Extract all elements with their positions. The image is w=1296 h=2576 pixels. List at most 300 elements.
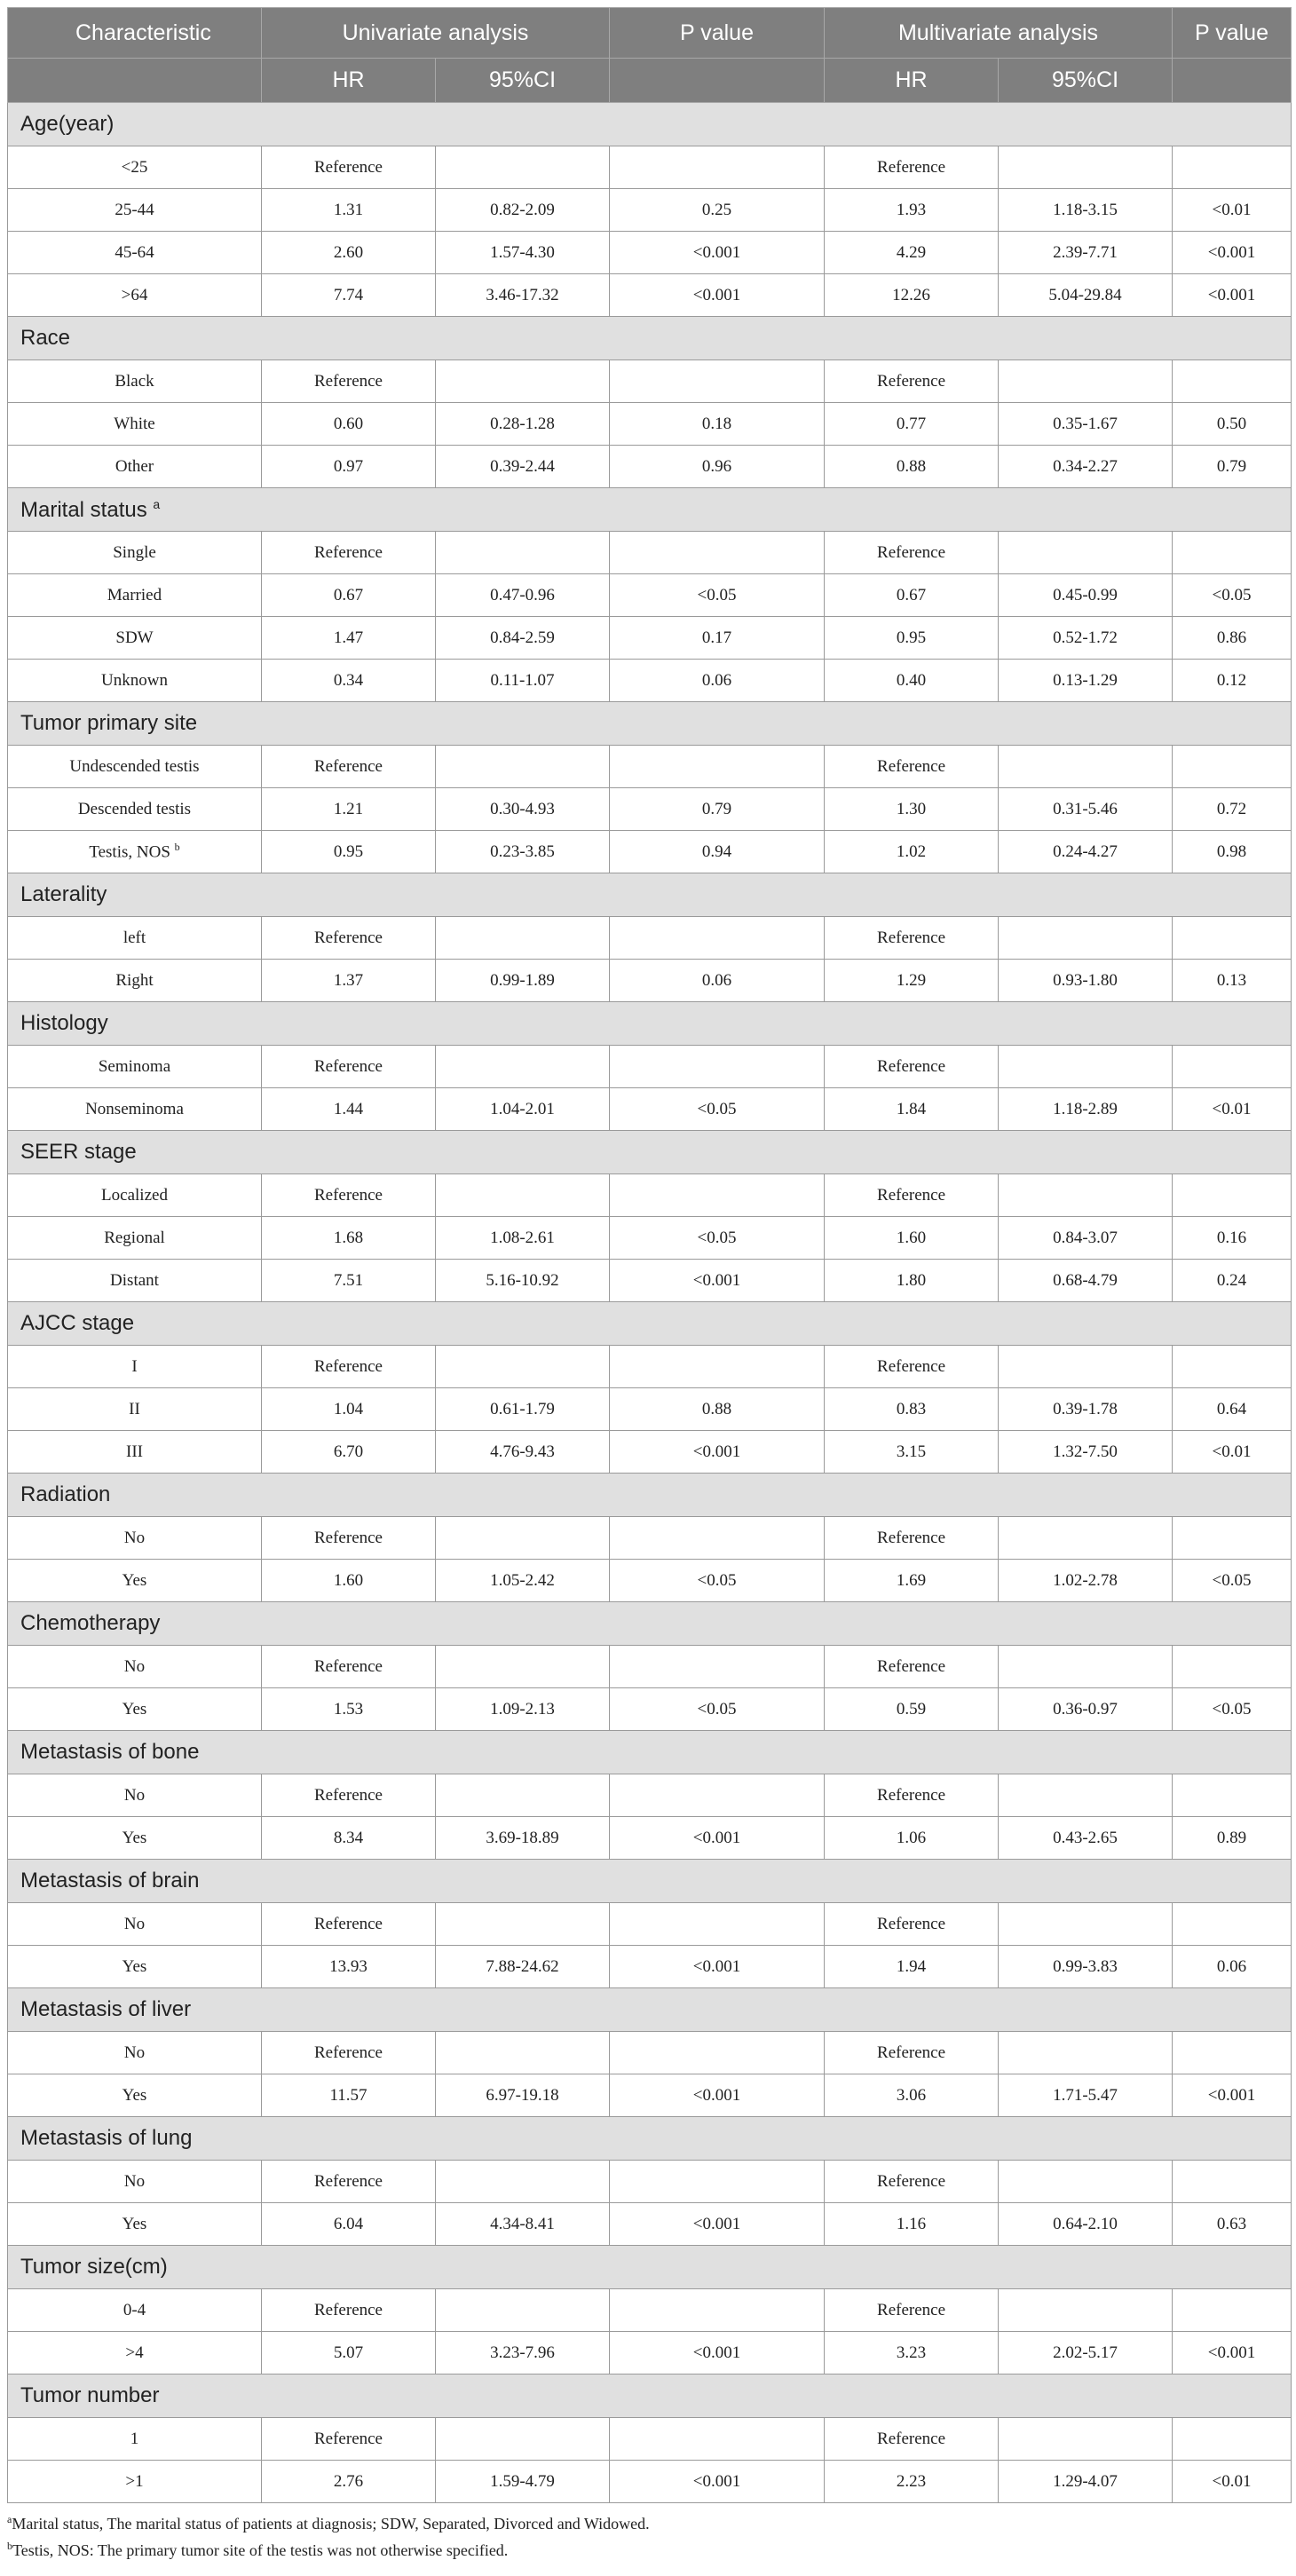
- hr-cell: Reference: [262, 917, 436, 960]
- row-label: Unknown: [101, 670, 168, 690]
- p-value-cell-multivariate: <0.01: [1173, 189, 1292, 232]
- ci-cell: 0.28-1.28: [436, 403, 610, 446]
- p-value-cell-multivariate: <0.001: [1173, 2074, 1292, 2117]
- row-label: Yes: [122, 1956, 147, 1976]
- table-row: [8, 232, 1292, 274]
- hr-cell: Reference: [262, 146, 436, 189]
- section-title-text: Metastasis of lung: [20, 2126, 193, 2150]
- footnote-b: [7, 2535, 1291, 2562]
- section-title: [8, 488, 1292, 532]
- section-title-text: Metastasis of brain: [20, 1869, 200, 1892]
- ci-header: 95%CI: [436, 59, 610, 103]
- p-value-cell: <0.05: [610, 1088, 825, 1131]
- ci-cell: 1.05-2.42: [436, 1560, 610, 1602]
- hr-cell: Reference: [262, 1517, 436, 1560]
- hr-cell-multivariate: 3.23: [825, 2332, 999, 2375]
- ci-header-multivariate: 95%CI: [999, 59, 1173, 103]
- section-header-row: [8, 1131, 1292, 1174]
- section-title: [8, 873, 1292, 917]
- section-title: [8, 702, 1292, 746]
- p-value-cell: <0.001: [610, 1431, 825, 1474]
- characteristic-cell: [8, 1217, 262, 1260]
- table-row: [8, 1431, 1292, 1474]
- hr-cell-multivariate: 1.06: [825, 1817, 999, 1860]
- footnotes: [7, 2509, 1291, 2562]
- table-row: [8, 274, 1292, 317]
- row-label: No: [123, 1656, 146, 1676]
- p-value-cell: <0.05: [610, 1217, 825, 1260]
- p-value-cell: [610, 360, 825, 403]
- hr-cell-multivariate: 3.06: [825, 2074, 999, 2117]
- p-value-cell: [610, 917, 825, 960]
- p-value-cell-multivariate: <0.01: [1173, 1431, 1292, 1474]
- table-row: [8, 1688, 1292, 1731]
- ci-cell: [436, 917, 610, 960]
- ci-cell-multivariate: 0.93-1.80: [999, 960, 1173, 1002]
- p-value-cell: <0.05: [610, 1560, 825, 1602]
- hr-cell: 1.60: [262, 1560, 436, 1602]
- ci-cell: [436, 1346, 610, 1388]
- footnote-mark: b: [7, 2540, 12, 2552]
- ci-cell-multivariate: [999, 146, 1173, 189]
- hr-cell-multivariate: Reference: [825, 532, 999, 574]
- section-header-row: [8, 702, 1292, 746]
- hr-header-multivariate: HR: [825, 59, 999, 103]
- ci-cell: [436, 2289, 610, 2332]
- table-row: [8, 1260, 1292, 1302]
- hr-cell-multivariate: Reference: [825, 1774, 999, 1817]
- table-row: [8, 403, 1292, 446]
- table-row: [8, 960, 1292, 1002]
- hr-cell: Reference: [262, 2161, 436, 2203]
- table-row: [8, 189, 1292, 232]
- footnote-text: Testis, NOS: The primary tumor site of the testis was not otherwise specified.: [12, 2541, 509, 2559]
- section-title: [8, 2375, 1292, 2418]
- hr-cell-multivariate: 0.95: [825, 617, 999, 660]
- ci-cell: 6.97-19.18: [436, 2074, 610, 2117]
- hr-cell: 1.04: [262, 1388, 436, 1431]
- ci-cell: [436, 2161, 610, 2203]
- hr-cell: Reference: [262, 2032, 436, 2074]
- ci-cell-multivariate: 0.45-0.99: [999, 574, 1173, 617]
- ci-cell: [436, 1646, 610, 1688]
- p-value-cell-multivariate: [1173, 1517, 1292, 1560]
- characteristic-cell: [8, 617, 262, 660]
- section-title-text: SEER stage: [20, 1140, 137, 1164]
- ci-cell-multivariate: [999, 1646, 1173, 1688]
- section-title-text: Histology: [20, 1011, 108, 1035]
- p-value-cell-multivariate: 0.64: [1173, 1388, 1292, 1431]
- hr-cell-multivariate: 1.60: [825, 1217, 999, 1260]
- characteristic-cell: [8, 146, 262, 189]
- ci-cell-multivariate: 0.39-1.78: [999, 1388, 1173, 1431]
- characteristic-cell: [8, 232, 262, 274]
- p-value-cell-multivariate: 0.86: [1173, 617, 1292, 660]
- ci-cell: [436, 360, 610, 403]
- header-blank: [1173, 59, 1292, 103]
- ci-cell-multivariate: [999, 360, 1173, 403]
- ci-cell-multivariate: 0.31-5.46: [999, 788, 1173, 831]
- ci-cell-multivariate: [999, 2161, 1173, 2203]
- hr-cell-multivariate: 1.16: [825, 2203, 999, 2246]
- ci-cell-multivariate: 0.84-3.07: [999, 1217, 1173, 1260]
- ci-cell: 0.61-1.79: [436, 1388, 610, 1431]
- p-value-cell: [610, 2289, 825, 2332]
- table-row: [8, 2289, 1292, 2332]
- header-blank: [8, 59, 262, 103]
- characteristic-cell: [8, 1046, 262, 1088]
- characteristic-cell: [8, 746, 262, 788]
- section-title-text: Age(year): [20, 112, 115, 136]
- hr-cell-multivariate: 0.40: [825, 660, 999, 702]
- hr-cell-multivariate: Reference: [825, 1346, 999, 1388]
- hr-cell: 6.70: [262, 1431, 436, 1474]
- section-header-row: [8, 317, 1292, 360]
- table-row: [8, 831, 1292, 873]
- characteristic-cell: [8, 274, 262, 317]
- characteristic-cell: [8, 1174, 262, 1217]
- table-row: [8, 360, 1292, 403]
- table-row: [8, 2203, 1292, 2246]
- hr-cell: 1.47: [262, 617, 436, 660]
- table-row: [8, 617, 1292, 660]
- p-value-cell-multivariate: [1173, 1346, 1292, 1388]
- hr-cell-multivariate: Reference: [825, 746, 999, 788]
- hr-cell-multivariate: 12.26: [825, 274, 999, 317]
- row-label: 0-4: [122, 2300, 146, 2319]
- hr-cell-multivariate: 2.23: [825, 2461, 999, 2503]
- row-label: No: [123, 1528, 146, 1547]
- ci-cell: 0.30-4.93: [436, 788, 610, 831]
- hr-cell-multivariate: Reference: [825, 1646, 999, 1688]
- section-header-row: [8, 2246, 1292, 2289]
- ci-cell-multivariate: 1.71-5.47: [999, 2074, 1173, 2117]
- row-label: No: [123, 1914, 146, 1933]
- p-value-cell-multivariate: <0.001: [1173, 274, 1292, 317]
- hr-cell-multivariate: 0.83: [825, 1388, 999, 1431]
- ci-cell-multivariate: [999, 917, 1173, 960]
- ci-cell: 0.99-1.89: [436, 960, 610, 1002]
- section-header-row: [8, 488, 1292, 532]
- ci-cell-multivariate: [999, 746, 1173, 788]
- ci-cell-multivariate: 1.18-2.89: [999, 1088, 1173, 1131]
- characteristic-cell: [8, 2461, 262, 2503]
- hr-cell: 7.51: [262, 1260, 436, 1302]
- section-title: [8, 1131, 1292, 1174]
- ci-cell-multivariate: 0.99-3.83: [999, 1946, 1173, 1988]
- ci-cell-multivariate: 2.39-7.71: [999, 232, 1173, 274]
- section-header-row: [8, 1474, 1292, 1517]
- ci-cell: [436, 146, 610, 189]
- table-row: [8, 660, 1292, 702]
- table-row: [8, 2074, 1292, 2117]
- ci-cell-multivariate: 1.18-3.15: [999, 189, 1173, 232]
- ci-cell-multivariate: [999, 1774, 1173, 1817]
- hr-cell-multivariate: 1.02: [825, 831, 999, 873]
- ci-cell-multivariate: 0.68-4.79: [999, 1260, 1173, 1302]
- ci-cell-multivariate: 0.13-1.29: [999, 660, 1173, 702]
- row-label: White: [114, 414, 155, 433]
- characteristic-cell: [8, 1774, 262, 1817]
- row-label: Undescended testis: [69, 756, 200, 776]
- p-value-cell-multivariate: [1173, 2418, 1292, 2461]
- row-label: Descended testis: [77, 799, 192, 818]
- section-title-text: Chemotherapy: [20, 1611, 161, 1635]
- ci-cell-multivariate: 0.36-0.97: [999, 1688, 1173, 1731]
- p-value-cell: [610, 532, 825, 574]
- p-value-cell: 0.25: [610, 189, 825, 232]
- hr-cell-multivariate: Reference: [825, 360, 999, 403]
- ci-cell-multivariate: 1.02-2.78: [999, 1560, 1173, 1602]
- ci-cell-multivariate: 1.32-7.50: [999, 1431, 1173, 1474]
- ci-cell-multivariate: [999, 1903, 1173, 1946]
- row-label: Yes: [122, 2085, 147, 2105]
- characteristic-cell: [8, 1817, 262, 1860]
- ci-cell-multivariate: [999, 2418, 1173, 2461]
- ci-cell: 1.59-4.79: [436, 2461, 610, 2503]
- hr-cell: Reference: [262, 532, 436, 574]
- p-value-cell: <0.001: [610, 2074, 825, 2117]
- table-body: [8, 103, 1292, 2503]
- ci-cell: 0.11-1.07: [436, 660, 610, 702]
- section-header-row: [8, 2375, 1292, 2418]
- hr-cell: 0.60: [262, 403, 436, 446]
- hr-cell: 13.93: [262, 1946, 436, 1988]
- row-label: left: [122, 928, 146, 947]
- p-value-cell-multivariate: <0.05: [1173, 574, 1292, 617]
- ci-cell: 4.34-8.41: [436, 2203, 610, 2246]
- p-value-cell: [610, 1174, 825, 1217]
- row-label: No: [123, 1785, 146, 1805]
- p-value-cell: <0.001: [610, 232, 825, 274]
- p-value-cell: 0.18: [610, 403, 825, 446]
- p-value-cell: <0.001: [610, 274, 825, 317]
- characteristic-cell: [8, 1260, 262, 1302]
- ci-cell-multivariate: [999, 1046, 1173, 1088]
- hr-cell: 0.97: [262, 446, 436, 488]
- table-row: [8, 146, 1292, 189]
- ci-cell: 3.46-17.32: [436, 274, 610, 317]
- ci-cell: 0.23-3.85: [436, 831, 610, 873]
- p-value-cell-multivariate: [1173, 2161, 1292, 2203]
- characteristic-cell: [8, 2418, 262, 2461]
- header-blank: [610, 59, 825, 103]
- p-value-cell: [610, 2032, 825, 2074]
- ci-cell: [436, 2418, 610, 2461]
- footnote-mark: a: [7, 2513, 12, 2525]
- characteristic-cell: [8, 2032, 262, 2074]
- hr-cell: 1.68: [262, 1217, 436, 1260]
- hr-cell-multivariate: Reference: [825, 1903, 999, 1946]
- ci-cell: [436, 746, 610, 788]
- footnote-a: [7, 2509, 1291, 2535]
- hr-cell-multivariate: 1.80: [825, 1260, 999, 1302]
- p-value-cell-multivariate: 0.89: [1173, 1817, 1292, 1860]
- table-row: [8, 1388, 1292, 1431]
- table-row: [8, 1646, 1292, 1688]
- section-title: [8, 2246, 1292, 2289]
- p-value-cell-multivariate: [1173, 1774, 1292, 1817]
- row-label: >1: [125, 2471, 144, 2491]
- hr-cell: 5.07: [262, 2332, 436, 2375]
- characteristic-cell: [8, 403, 262, 446]
- hr-cell-multivariate: 1.94: [825, 1946, 999, 1988]
- hr-cell: 1.53: [262, 1688, 436, 1731]
- p-value-cell-multivariate: [1173, 917, 1292, 960]
- hr-cell: 1.31: [262, 189, 436, 232]
- table-row: [8, 532, 1292, 574]
- hr-cell-multivariate: 1.84: [825, 1088, 999, 1131]
- table-row: [8, 2418, 1292, 2461]
- section-title: [8, 1988, 1292, 2032]
- ci-cell: [436, 1903, 610, 1946]
- p-value-cell-multivariate: <0.001: [1173, 232, 1292, 274]
- table-row: [8, 1217, 1292, 1260]
- p-value-cell: <0.05: [610, 1688, 825, 1731]
- p-value-cell-multivariate: 0.63: [1173, 2203, 1292, 2246]
- characteristic-cell: [8, 1431, 262, 1474]
- table-row: [8, 2032, 1292, 2074]
- section-title-text: Race: [20, 326, 71, 350]
- characteristic-cell: [8, 446, 262, 488]
- ci-cell: [436, 1046, 610, 1088]
- p-value-cell: [610, 146, 825, 189]
- p-value-cell-multivariate: 0.06: [1173, 1946, 1292, 1988]
- ci-cell-multivariate: 5.04-29.84: [999, 274, 1173, 317]
- hr-cell: Reference: [262, 1646, 436, 1688]
- univariate-header: Univariate analysis: [262, 8, 610, 59]
- p-value-cell-multivariate: <0.05: [1173, 1560, 1292, 1602]
- row-label: No: [123, 2171, 146, 2191]
- characteristic-cell: [8, 788, 262, 831]
- hr-cell: Reference: [262, 2418, 436, 2461]
- p-value-cell-multivariate: <0.01: [1173, 1088, 1292, 1131]
- characteristic-cell: [8, 1688, 262, 1731]
- characteristic-cell: [8, 1346, 262, 1388]
- row-label: Distant: [110, 1270, 159, 1290]
- hr-cell: Reference: [262, 2289, 436, 2332]
- row-label: Right: [115, 970, 154, 990]
- hr-cell: 0.34: [262, 660, 436, 702]
- p-value-cell: <0.001: [610, 2332, 825, 2375]
- p-value-cell-multivariate: [1173, 1174, 1292, 1217]
- p-value-cell-multivariate: [1173, 146, 1292, 189]
- table-row: [8, 574, 1292, 617]
- ci-cell: [436, 532, 610, 574]
- hr-cell-multivariate: Reference: [825, 2289, 999, 2332]
- row-label: Nonseminoma: [85, 1099, 184, 1118]
- characteristic-cell: [8, 1646, 262, 1688]
- section-header-row: [8, 103, 1292, 146]
- p-value-cell: [610, 1517, 825, 1560]
- hr-cell: 1.37: [262, 960, 436, 1002]
- section-header-row: [8, 1002, 1292, 1046]
- hr-cell: Reference: [262, 1174, 436, 1217]
- p-value-cell: <0.001: [610, 1260, 825, 1302]
- section-title: [8, 1474, 1292, 1517]
- p-value-cell: 0.06: [610, 660, 825, 702]
- row-label: 45-64: [115, 242, 154, 262]
- p-value-cell: <0.001: [610, 1817, 825, 1860]
- p-value-cell-multivariate: 0.79: [1173, 446, 1292, 488]
- table-row: [8, 2161, 1292, 2203]
- row-label: Seminoma: [98, 1056, 171, 1076]
- ci-cell-multivariate: 0.52-1.72: [999, 617, 1173, 660]
- hr-cell-multivariate: Reference: [825, 146, 999, 189]
- p-value-cell: 0.06: [610, 960, 825, 1002]
- hr-cell: 2.76: [262, 2461, 436, 2503]
- characteristic-cell: [8, 1560, 262, 1602]
- ci-cell-multivariate: 0.35-1.67: [999, 403, 1173, 446]
- characteristic-cell: [8, 660, 262, 702]
- hr-cell-multivariate: Reference: [825, 1174, 999, 1217]
- characteristic-cell: [8, 532, 262, 574]
- row-label: Yes: [122, 1828, 147, 1847]
- p-value-cell-multivariate: [1173, 1646, 1292, 1688]
- ci-cell: 1.04-2.01: [436, 1088, 610, 1131]
- hr-cell-multivariate: Reference: [825, 1517, 999, 1560]
- hr-header: HR: [262, 59, 436, 103]
- section-title-text: Tumor size(cm): [20, 2255, 168, 2279]
- ci-cell-multivariate: 0.24-4.27: [999, 831, 1173, 873]
- p-value-cell-multivariate: 0.12: [1173, 660, 1292, 702]
- table-row: [8, 1817, 1292, 1860]
- hr-cell-multivariate: 1.29: [825, 960, 999, 1002]
- p-value-cell: <0.001: [610, 2461, 825, 2503]
- table-row: [8, 1088, 1292, 1131]
- hr-cell: Reference: [262, 746, 436, 788]
- table-row: [8, 1517, 1292, 1560]
- ci-cell-multivariate: [999, 1174, 1173, 1217]
- row-label: Yes: [122, 1699, 147, 1719]
- hr-cell-multivariate: 0.67: [825, 574, 999, 617]
- row-label: 1: [130, 2429, 139, 2448]
- p-value-cell: <0.001: [610, 1946, 825, 1988]
- p-value-cell-multivariate: 0.13: [1173, 960, 1292, 1002]
- footnote-marker: b: [174, 841, 180, 854]
- characteristic-cell: [8, 1088, 262, 1131]
- table-row: [8, 2332, 1292, 2375]
- section-header-row: [8, 1602, 1292, 1646]
- section-header-row: [8, 1988, 1292, 2032]
- hr-cell-multivariate: 0.59: [825, 1688, 999, 1731]
- p-value-cell: [610, 1646, 825, 1688]
- table-row: [8, 917, 1292, 960]
- characteristic-cell: [8, 2332, 262, 2375]
- ci-cell-multivariate: [999, 2289, 1173, 2332]
- hr-cell-multivariate: Reference: [825, 2032, 999, 2074]
- ci-cell: 7.88-24.62: [436, 1946, 610, 1988]
- p-value-cell: 0.94: [610, 831, 825, 873]
- p-value-header: P value: [610, 8, 825, 59]
- table-row: [8, 1560, 1292, 1602]
- p-value-cell-multivariate: [1173, 532, 1292, 574]
- ci-cell-multivariate: 2.02-5.17: [999, 2332, 1173, 2375]
- table-header: [8, 8, 1292, 103]
- section-title-text: Metastasis of bone: [20, 1740, 200, 1764]
- ci-cell: 0.39-2.44: [436, 446, 610, 488]
- p-value-cell-multivariate: 0.50: [1173, 403, 1292, 446]
- hr-cell: 6.04: [262, 2203, 436, 2246]
- p-value-cell: 0.96: [610, 446, 825, 488]
- row-label: No: [123, 2043, 146, 2062]
- hr-cell-multivariate: 0.77: [825, 403, 999, 446]
- ci-cell-multivariate: [999, 2032, 1173, 2074]
- hr-cell-multivariate: 1.93: [825, 189, 999, 232]
- ci-cell: 5.16-10.92: [436, 1260, 610, 1302]
- hr-cell: 11.57: [262, 2074, 436, 2117]
- section-title-text: Tumor primary site: [20, 711, 198, 735]
